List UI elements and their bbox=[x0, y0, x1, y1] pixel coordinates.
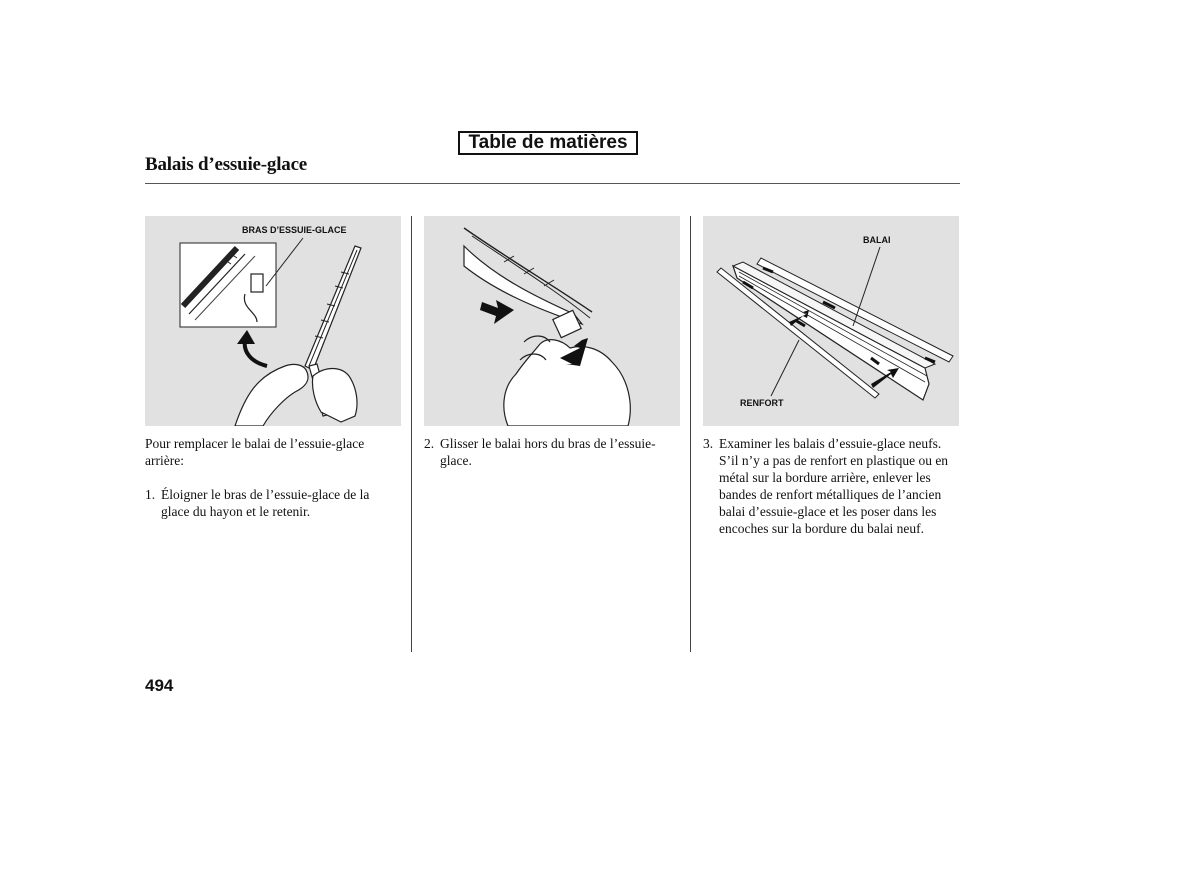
step-3-line-5: balai d’essuie-glace et les poser dans les bbox=[719, 504, 937, 519]
step-2-line-1: Glisser le balai hors du bras de l’essuie- bbox=[440, 436, 656, 451]
column-divider-1 bbox=[411, 216, 412, 652]
step-3 bbox=[703, 435, 963, 545]
step-1-number: 1. bbox=[145, 487, 156, 502]
step-3-line-1: Examiner les balais d’essuie-glace neufs. bbox=[719, 436, 942, 451]
step-2-number: 2. bbox=[424, 436, 435, 451]
figure-blade-reinforcement bbox=[703, 216, 959, 426]
intro-line-1: Pour remplacer le balai de l’essuie-glace bbox=[145, 436, 365, 451]
wiper-arm-illustration bbox=[145, 216, 401, 426]
intro-text bbox=[145, 435, 364, 469]
step-3-line-2: S’il n’y a pas de renfort en plastique ou en bbox=[719, 453, 949, 468]
step-2-text bbox=[440, 435, 656, 469]
step-3-line-6: encoches sur la bordure du balai neuf. bbox=[719, 521, 925, 536]
step-2 bbox=[424, 435, 684, 475]
callout-wiper-arm: BRAS D’ESSUIE-GLACE bbox=[242, 225, 347, 235]
callout-blade: BALAI bbox=[863, 235, 891, 245]
step-1-text bbox=[161, 486, 369, 520]
figure-wiper-arm-lift bbox=[145, 216, 401, 426]
step-1-line-2: glace du hayon et le retenir. bbox=[161, 504, 311, 519]
intro-line-2: arrière: bbox=[145, 453, 184, 468]
callout-reinforcement: RENFORT bbox=[740, 398, 784, 408]
page-title: Balais d’essuie-glace bbox=[145, 154, 308, 175]
step-1-line-1: Éloigner le bras de l’essuie-glace de la bbox=[161, 487, 370, 502]
table-of-contents-button[interactable]: Table de matières bbox=[458, 131, 638, 155]
page-number: 494 bbox=[145, 676, 174, 695]
title-divider bbox=[145, 183, 960, 184]
blade-reinforcement-illustration bbox=[703, 216, 959, 426]
step-3-number: 3. bbox=[703, 436, 714, 451]
figure-slide-blade-off bbox=[424, 216, 680, 426]
step-2-line-2: glace. bbox=[440, 453, 472, 468]
step-3-line-3: métal sur la bordure arrière, enlever les bbox=[719, 470, 931, 485]
column-divider-2 bbox=[690, 216, 691, 652]
step-1 bbox=[145, 486, 405, 526]
slide-blade-illustration bbox=[424, 216, 680, 426]
step-3-text bbox=[719, 435, 948, 537]
step-3-line-4: bandes de renfort métalliques de l’ancien bbox=[719, 487, 942, 502]
